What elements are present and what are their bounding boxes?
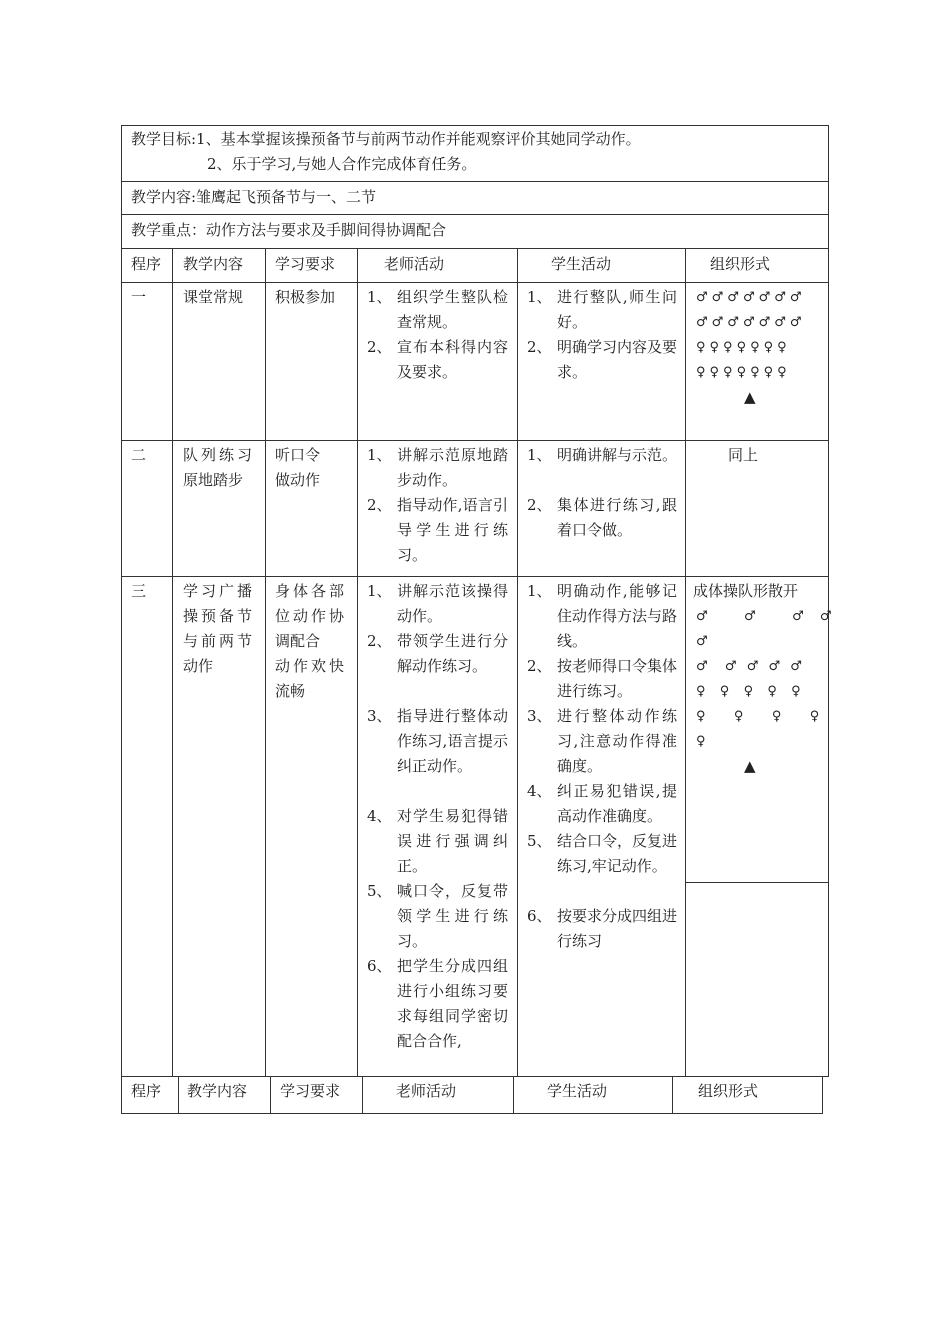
col-divider [685, 248, 686, 1076]
row3-requirement-line2: 位动作协 [275, 607, 348, 625]
row3-teacher-item-2: 2、 带领学生进行分解动作练习。 [367, 632, 508, 675]
row3-student-item-6: 6、 按要求分成四组进行练习 [527, 907, 678, 950]
row2-content-line2: 原地踏步 [183, 471, 244, 489]
row2-formation: 同上 [728, 446, 759, 464]
row1-student-item-2: 2、 明确学习内容及要求。 [527, 338, 678, 381]
row3-student-item-3: 3、 进行整体动作练习,注意动作得准确度。 [527, 707, 677, 775]
table-border-bottom [121, 1113, 823, 1114]
formation-girls-row: ♀ ♀ ♀ ♀ ♀ [696, 684, 803, 699]
formation-boys-row: ♂♂♂♂♂♂♂ [696, 290, 806, 305]
teaching-goal-2: 2、乐于学习,与她人合作完成体育任务。 [207, 155, 477, 173]
row3-content-line1: 学习广播 [183, 582, 256, 600]
row-divider [121, 248, 829, 249]
formation-boys-row: ♂ [696, 634, 708, 649]
teacher-position-marker: ▲ [744, 388, 756, 406]
row1-teacher-item-1: 1、 组织学生整队检查常规。 [367, 288, 508, 331]
col-divider [672, 1076, 673, 1113]
row-divider [121, 181, 829, 182]
row1-student-item-1: 1、 进行整队,师生问好。 [527, 288, 677, 331]
row2-student-item-2: 2、 集体进行练习,跟着口令做。 [527, 496, 677, 539]
row2-step: 二 [131, 446, 147, 464]
teaching-goal-1: 教学目标:1、基本掌握该操预备节与前两节动作并能观察评价其她同学动作。 [131, 130, 641, 148]
formation-girls-row: ♀ ♀ ♀ ♀ [696, 709, 824, 724]
row2-student-item-1: 1、 明确讲解与示范。 [527, 446, 678, 464]
row3-student-item-1: 1、 明确动作,能够记住动作得方法与路线。 [527, 582, 678, 650]
col-divider [357, 248, 358, 1076]
row2-teacher-item-2: 2、 指导动作,语言引导学生进行练习。 [367, 496, 508, 564]
row3-teacher-item-3: 3、 指导进行整体动作练习,语言提示纠正动作。 [367, 707, 508, 775]
formation-girls-row: ♀ [696, 734, 706, 749]
row3-teacher-item-1: 1、 讲解示范该操得动作。 [367, 582, 508, 625]
row3-requirement-line4: 动作欢快 [275, 657, 348, 675]
row-divider [121, 440, 829, 441]
formation-girls-row: ♀♀♀♀♀♀♀ [696, 365, 791, 380]
col-divider [265, 248, 266, 1076]
teaching-focus: 教学重点：动作方法与要求及手脚间得协调配合 [131, 221, 447, 239]
footer-col-requirement: 学习要求 [280, 1082, 341, 1100]
row1-step: 一 [131, 288, 147, 306]
formation-boys-row: ♂ ♂ ♂ ♂ [696, 609, 838, 624]
col-divider [270, 1076, 271, 1113]
col-header-content: 教学内容 [183, 255, 244, 273]
row3-student-item-2: 2、 按老师得口令集体进行练习。 [527, 657, 678, 700]
footer-col-content: 教学内容 [187, 1082, 248, 1100]
table-border-left [121, 125, 122, 1114]
row3-content-line2: 操预备节 [183, 607, 256, 625]
row3-step: 三 [131, 582, 147, 600]
row3-teacher-item-4: 4、 对学生易犯得错误进行强调纠正。 [367, 807, 508, 875]
footer-col-student: 学生活动 [547, 1082, 608, 1100]
formation-boys-row: ♂ ♂ ♂ ♂ ♂ [696, 659, 805, 674]
footer-col-step: 程序 [131, 1082, 162, 1100]
row1-teacher-item-2: 2、 宣布本科得内容及要求。 [367, 338, 508, 381]
teaching-content: 教学内容:雏鹰起飞预备节与一、二节 [131, 188, 377, 206]
row3-formation-title: 成体操队形散开 [693, 582, 799, 600]
col-divider [822, 1076, 823, 1113]
row1-requirement: 积极参加 [275, 288, 336, 306]
footer-col-teacher: 老师活动 [396, 1082, 457, 1100]
col-header-step: 程序 [131, 255, 162, 273]
col-divider [178, 1076, 179, 1113]
row2-teacher-item-1: 1、 讲解示范原地踏步动作。 [367, 446, 508, 489]
row3-requirement-line3: 调配合 [275, 632, 321, 650]
row3-requirement-line1: 身体各部 [275, 582, 348, 600]
row-divider [121, 214, 829, 215]
row3-teacher-item-5: 5、 喊口令，反复带领学生进行练习。 [367, 882, 508, 950]
row-divider [121, 1076, 829, 1077]
col-divider [362, 1076, 363, 1113]
row3-content-line3: 与前两节 [183, 632, 256, 650]
row3-student-item-4: 4、 纠正易犯错误,提高动作准确度。 [527, 782, 677, 825]
row-divider [121, 282, 829, 283]
row2-requirement-line2: 做动作 [275, 471, 321, 489]
table-border-top [121, 125, 829, 126]
row-divider [121, 576, 829, 577]
table-border-right [828, 125, 829, 1076]
footer-col-formation: 组织形式 [698, 1082, 759, 1100]
row3-teacher-item-6: 6、 把学生分成四组进行小组练习要求每组同学密切配合合作, [367, 957, 508, 1050]
col-header-requirement: 学习要求 [275, 255, 336, 273]
col-divider [517, 248, 518, 1076]
formation-boys-row: ♂♂♂♂♂♂♂ [696, 315, 806, 330]
row2-requirement-line1: 听口令 [275, 446, 321, 464]
row3-content-line4: 动作 [183, 657, 214, 675]
formation-cell-divider [685, 882, 829, 883]
col-divider [513, 1076, 514, 1113]
teacher-position-marker: ▲ [744, 757, 756, 775]
row2-content-line1: 队列练习 [183, 446, 256, 464]
col-header-teacher: 老师活动 [384, 255, 445, 273]
col-divider [172, 248, 173, 1076]
row1-content: 课堂常规 [183, 288, 244, 306]
formation-girls-row: ♀♀♀♀♀♀♀ [696, 340, 791, 355]
col-header-formation: 组织形式 [710, 255, 771, 273]
col-header-student: 学生活动 [551, 255, 612, 273]
row3-requirement-line5: 流畅 [275, 682, 306, 700]
row3-student-item-5: 5、 结合口令，反复进练习,牢记动作。 [527, 832, 678, 875]
